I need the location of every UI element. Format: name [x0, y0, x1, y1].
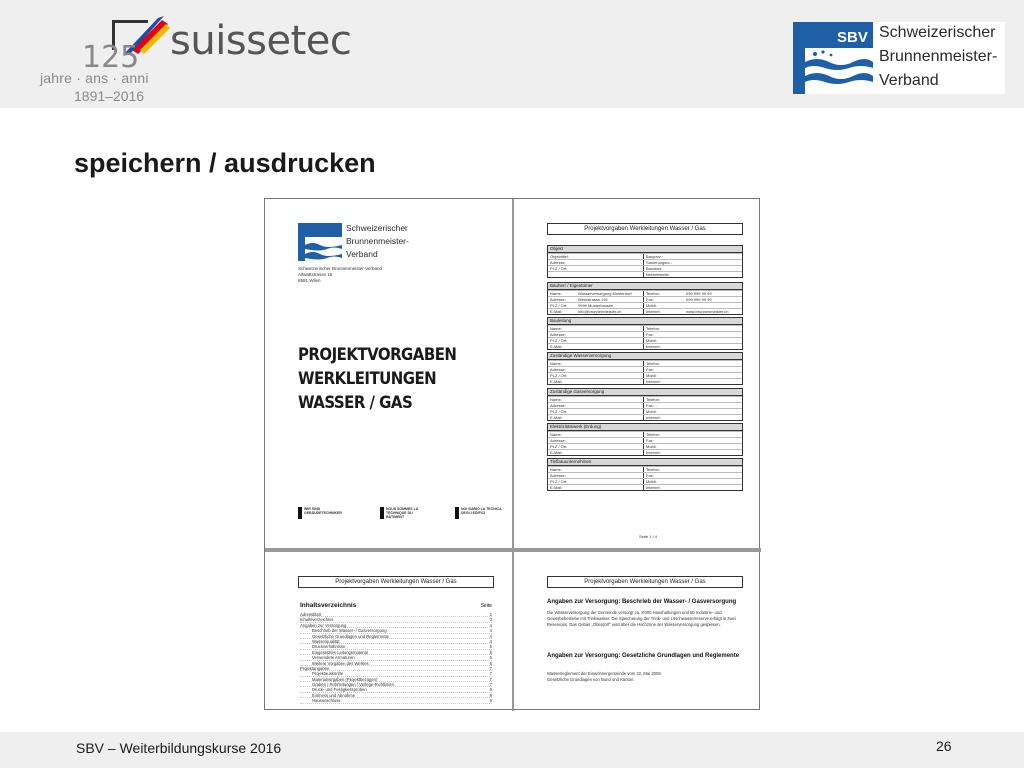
text-page-paragraph-1: Die Wasserversorgung der Gemeinde versorgt ca. 8'000 Haushaltungen und 80 Industrie- und Gewerbebetriebe mit Trinkwasser. Die Speicherung der Trink- und Löschwasserreserve erfolgt in zwei Reservoirs. Das Gebiet „Oberdorf“ wird über die Hochzone der Wasserversorgung gespiesen.: [547, 610, 736, 627]
form-field-value: info@brunnenmeister.ch: [576, 309, 644, 314]
form-field-value: [684, 415, 742, 420]
form-field-label: Adresse:: [550, 473, 566, 478]
form-row: [548, 414, 742, 420]
form-field-value: www.brunnenmeister.ch: [686, 309, 729, 314]
form-field-label: Fax:: [646, 438, 654, 443]
form-field-value: [684, 266, 742, 271]
form-field-value: [684, 473, 742, 478]
form-field-value: [576, 409, 644, 414]
suissetec-logo: [38, 14, 358, 106]
form-field-value: [684, 444, 742, 449]
form-field-value: [684, 303, 742, 308]
toc-entry-title: Einmess und Abnahme: [312, 692, 356, 698]
form-field-label: Objekttitel:: [550, 254, 569, 259]
form-field-label: Adresse:: [550, 367, 566, 372]
cover-org-line-3: Verband: [346, 249, 378, 259]
text-page-paragraph-2a: Wasserreglement der Einwohnergemeinde vom 22. Mai 2008.: [547, 671, 662, 676]
form-field-label: PLZ / Ort:: [550, 479, 568, 484]
suissetec-wordmark: suissetec: [170, 18, 352, 64]
toc-entry-title: Projektangaben: [300, 665, 330, 671]
form-field-label: [548, 272, 576, 277]
toc-entry-title: Projektauskünfte: [312, 671, 344, 677]
form-field-label: Telefon:: [646, 291, 661, 296]
slide-title: speichern / ausdrucken: [74, 148, 376, 178]
form-field-label: PLZ / Ort:: [550, 303, 568, 308]
cover-address-line-1: Schweizerischer Brunnenmeister-Verband: [298, 266, 383, 271]
form-field-label: Mobil:: [646, 409, 657, 414]
form-field-value: [576, 397, 644, 402]
form-field-label: E-Mail:: [550, 450, 563, 455]
form-field-label: PLZ / Ort:: [550, 409, 568, 414]
toc-entry-page: 4: [489, 622, 492, 628]
form-page-header: Projektvorgaben Werkleitungen Wasser / Gas: [547, 223, 743, 235]
form-field-label: Internet:: [646, 379, 661, 384]
form-field-value: Werkstrasse 191: [576, 297, 644, 302]
form-row: [548, 308, 742, 314]
cover-org-line-2: Brunnenmeister-: [346, 236, 409, 246]
form-field-label: Netzleitstelle:: [646, 272, 670, 277]
form-field-value: [684, 438, 742, 443]
form-row: [548, 466, 742, 472]
toc-heading: [300, 602, 492, 609]
toc-entry-title: Weitere Vorgaben des Werkes: [312, 660, 369, 666]
form-field-value: [576, 467, 644, 472]
form-section-heading: Bauleitung: [548, 318, 742, 325]
form-field-value: [576, 272, 644, 277]
form-field-value: [684, 272, 742, 277]
form-field-label: Adresse:: [550, 297, 566, 302]
toc-entry-page: 4: [489, 633, 492, 639]
toc-entry-page: 4: [489, 638, 492, 644]
toc-entry-title: Hausanschluss: [312, 698, 341, 704]
form-row: [548, 378, 742, 384]
toc-entry-title: Graben / Rohrleitungen / Verlege-Richtlinien: [312, 682, 394, 688]
text-page-paragraph-2b: Gesetzliche Grundlagen von Bund und Kanton.: [547, 677, 635, 682]
form-field-value: [684, 450, 742, 455]
form-section: [547, 317, 743, 350]
form-field-value: [576, 373, 644, 378]
cover-sbv-logo: [298, 223, 438, 263]
sbv-water-mark: [793, 22, 873, 94]
form-row: [548, 337, 742, 343]
text-page-heading-2: Angaben zur Versorgung: Gesetzliche Grundlagen und Reglemente: [547, 653, 740, 659]
form-field-label: Baustart:: [646, 266, 663, 271]
toc-page: [265, 552, 512, 711]
form-field-label: Name:: [550, 291, 562, 296]
sbv-name-line-1: Schweizerischer: [879, 24, 996, 41]
svg-text:SBV: SBV: [837, 29, 868, 46]
toc-entry-title: Angaben zur Versorgung: [300, 622, 347, 628]
form-row: [548, 443, 742, 449]
cover-address-line-2: Altwattstrasse 15: [298, 272, 333, 277]
toc-entry-page: 5: [489, 644, 492, 650]
toc-entry-page: 9: [489, 692, 492, 698]
form-field-label: E-Mail:: [550, 415, 563, 420]
form-field-label: Telefon:: [646, 397, 661, 402]
form-field-label: Telefon:: [646, 326, 661, 331]
form-field-value: [684, 379, 742, 384]
form-row: [548, 259, 742, 265]
form-field-label: Bauparz.:: [646, 254, 664, 259]
form-field-value: 099 999 99 99: [686, 291, 712, 296]
svg-text:125: 125: [82, 40, 140, 75]
form-field-label: Name:: [550, 361, 562, 366]
form-field-value: [684, 326, 742, 331]
sbv-name-line-2: Brunnenmeister-: [879, 48, 998, 65]
form-section-heading: Zuständige Wasserversorgung: [548, 353, 742, 360]
toc-entry-page: 9: [489, 687, 492, 693]
cover-address-line-3: 8581 Wilen: [298, 278, 321, 283]
text-page: [514, 552, 761, 711]
toc-entry-title: Gesetzliche Grundlagen und Reglemente: [312, 633, 389, 639]
form-row: [548, 372, 742, 378]
toc-entry-page: 7: [489, 671, 492, 677]
form-field-value: [576, 332, 644, 337]
form-field-label: Fax:: [646, 332, 654, 337]
form-field-value: [576, 266, 644, 271]
toc-entry-page: 3: [489, 617, 492, 623]
form-field-value: [576, 485, 644, 490]
form-field-value: [576, 260, 644, 265]
form-field-value: [684, 361, 742, 366]
form-field-value: [576, 479, 644, 484]
form-field-value: [684, 367, 742, 372]
toc-entry-title: Adressblatt: [300, 612, 321, 617]
slide-number: 26: [936, 738, 952, 754]
form-field-value: [684, 432, 742, 437]
form-row: [548, 366, 742, 372]
form-field-label: Internet:: [646, 485, 661, 490]
toc-entry-page: 7: [489, 676, 492, 682]
form-field-label: Fax:: [646, 297, 654, 302]
form-field-value: [576, 367, 644, 372]
form-field-label: PLZ / Ort:: [550, 266, 568, 271]
form-field-value: [576, 361, 644, 366]
form-section: [547, 458, 743, 491]
form-field-label: Internet:: [646, 309, 661, 314]
toc-entry-page: 4: [489, 628, 492, 634]
form-field-value: [684, 397, 742, 402]
form-field-label: Adresse:: [550, 332, 566, 337]
form-section: [547, 423, 743, 456]
form-field-label: PLZ / Ort:: [550, 373, 568, 378]
form-field-label: Telefon:: [646, 467, 661, 472]
form-field-label: Fax:: [646, 403, 654, 408]
toc-entry-title: Druckverhältnisse: [312, 644, 346, 650]
form-field-value: [576, 338, 644, 343]
sbv-logo: [793, 22, 1005, 94]
toc-list: [300, 612, 492, 704]
suissetec-tagline: jahre · ans · anni: [40, 70, 149, 86]
form-page-number: Seite 1 / 4: [639, 534, 658, 539]
form-field-label: Mobil:: [646, 444, 657, 449]
form-section: [547, 245, 743, 278]
toc-entry: [300, 698, 492, 703]
form-section-heading: Tiefbauunternehmen: [548, 459, 742, 466]
form-row: [548, 402, 742, 408]
header-band: [0, 0, 1024, 108]
form-field-value: [576, 473, 644, 478]
form-row: [548, 449, 742, 455]
toc-entry-page: 9: [489, 698, 492, 704]
form-field-label: Mobil:: [646, 373, 657, 378]
cover-title-line-1: PROJEKTVORGABEN: [298, 345, 457, 365]
form-section-heading: Zuständige Gasversorgung: [548, 389, 742, 396]
form-section-heading: Objekt: [548, 246, 742, 253]
form-field-value: Wasserversorgung Musterdorf: [576, 291, 644, 296]
form-field-value: [684, 338, 742, 343]
form-section: [547, 282, 743, 315]
toc-entry-title: Verwendete Armaturen: [312, 655, 355, 661]
form-field-label: Name:: [550, 467, 562, 472]
text-page-header: Projektvorgaben Werkleitungen Wasser / Gas: [547, 576, 743, 588]
form-row: [548, 431, 742, 437]
form-field-value: [576, 326, 644, 331]
form-row: [548, 478, 742, 484]
form-row: [548, 290, 742, 296]
form-field-value: [684, 373, 742, 378]
toc-entry-title: Eingesetztes Leitungsmaterial: [312, 649, 368, 655]
toc-entry-page: 7: [489, 665, 492, 671]
form-field-label: Adresse:: [550, 403, 566, 408]
form-page: [514, 199, 761, 548]
toc-entry-page: 7: [489, 682, 492, 688]
cover-footer-logo-fr: NOUS SOMMES LA TECHNIQUE DU BÂTIMENT: [380, 507, 430, 519]
form-field-label: Fax:: [646, 367, 654, 372]
form-field-label: E-Mail:: [550, 379, 563, 384]
form-row: [548, 408, 742, 414]
toc-page-col-label: Seite: [480, 603, 492, 609]
form-field-label: Telefon:: [646, 361, 661, 366]
form-field-value: [576, 344, 644, 349]
cover-footer-logo-it: NOI SIAMO LA TECNICA DEGLI EDIFICI: [455, 507, 503, 519]
cover-org-line-1: Schweizerischer: [346, 223, 408, 233]
toc-entry-title: Beschrieb der Wasser- / Gasversorgung: [312, 628, 387, 634]
toc-entry-page: 6: [489, 660, 492, 666]
footer-course-label: SBV – Weiterbildungskurse 2016: [76, 740, 282, 756]
document-preview: [264, 198, 760, 710]
form-field-label: Mobil:: [646, 338, 657, 343]
text-page-heading-1: Angaben zur Versorgung: Beschrieb der Wasser- / Gasversorgung: [547, 599, 737, 605]
form-field-value: [684, 467, 742, 472]
form-row: [548, 396, 742, 402]
form-field-value: [684, 260, 742, 265]
form-section-heading: Elektrizitätswerk (Erdung): [548, 424, 742, 431]
form-field-value: 099 999 99 99: [686, 297, 712, 302]
form-field-label: Internet:: [646, 344, 661, 349]
form-field-label: Internet:: [646, 450, 661, 455]
form-field-label: Fax:: [646, 473, 654, 478]
toc-entry-title: Inhaltsverzeichnis: [300, 617, 334, 623]
form-field-label: Mobil:: [646, 479, 657, 484]
form-field-label: PLZ / Ort:: [550, 338, 568, 343]
cover-footer-logo-de: WIR SIND GEBÄUDETECHNIKER: [298, 507, 338, 519]
form-field-value: [684, 485, 742, 490]
form-row: [548, 253, 742, 259]
form-field-label: Name:: [550, 397, 562, 402]
form-field-value: 9999 Musterhausen: [576, 303, 644, 308]
form-row: [548, 271, 742, 277]
toc-page-header: Projektvorgaben Werkleitungen Wasser / Gas: [298, 576, 494, 588]
toc-entry-page: 2: [489, 612, 492, 617]
form-row: [548, 331, 742, 337]
form-field-label: Telefon:: [646, 432, 661, 437]
toc-entry-page: 5: [489, 649, 492, 655]
form-row: [548, 484, 742, 490]
form-field-label: Name:: [550, 432, 562, 437]
cover-title-line-2: WERKLEITUNGEN: [298, 369, 437, 389]
sbv-name-line-3: Verband: [879, 72, 939, 89]
form-field-label: E-Mail:: [550, 309, 563, 314]
form-field-label: E-Mail:: [550, 344, 563, 349]
form-section: [547, 352, 743, 385]
form-field-label: Internet:: [646, 415, 661, 420]
cover-page: [265, 199, 512, 548]
toc-entry-page: 5: [489, 655, 492, 661]
toc-entry-title: Materialvorgaben (Projektbezogen): [312, 676, 378, 682]
form-row: [548, 325, 742, 331]
form-field-label: E-Mail:: [550, 485, 563, 490]
form-field-value: [684, 409, 742, 414]
form-field-label: PLZ / Ort:: [550, 444, 568, 449]
form-row: [548, 437, 742, 443]
form-field-value: [576, 438, 644, 443]
form-row: [548, 296, 742, 302]
form-row: [548, 343, 742, 349]
footer-band: [0, 732, 1024, 768]
form-field-value: [576, 254, 644, 259]
form-row: [548, 360, 742, 366]
form-field-value: [576, 444, 644, 449]
toc-heading-text: Inhaltsverzeichnis: [300, 602, 357, 609]
form-section-heading: Bauherr / Eigentümer: [548, 283, 742, 290]
form-field-label: Adresse:: [550, 260, 566, 265]
cover-title-line-3: WASSER / GAS: [298, 393, 413, 413]
suissetec-years: 1891–2016: [74, 88, 145, 104]
form-field-value: [576, 415, 644, 420]
form-field-value: [684, 344, 742, 349]
form-field-value: [576, 379, 644, 384]
form-row: [548, 472, 742, 478]
form-field-label: Mobil:: [646, 303, 657, 308]
toc-entry-title: Wasserqualität: [312, 638, 340, 644]
form-section: [547, 388, 743, 421]
form-field-value: [684, 332, 742, 337]
cover-sbv-mark: [298, 223, 342, 261]
form-field-value: [576, 450, 644, 455]
form-field-value: [576, 432, 644, 437]
form-field-label: Name:: [550, 326, 562, 331]
form-field-label: Adresse:: [550, 438, 566, 443]
toc-entry-title: Druck- und Festigkeitsproben: [312, 687, 367, 693]
form-field-value: [684, 403, 742, 408]
form-field-value: [684, 479, 742, 484]
form-field-value: [576, 403, 644, 408]
form-row: [548, 265, 742, 271]
form-field-value: [684, 254, 742, 259]
form-row: [548, 302, 742, 308]
form-field-label: Sanierungsnr.:: [646, 260, 672, 265]
